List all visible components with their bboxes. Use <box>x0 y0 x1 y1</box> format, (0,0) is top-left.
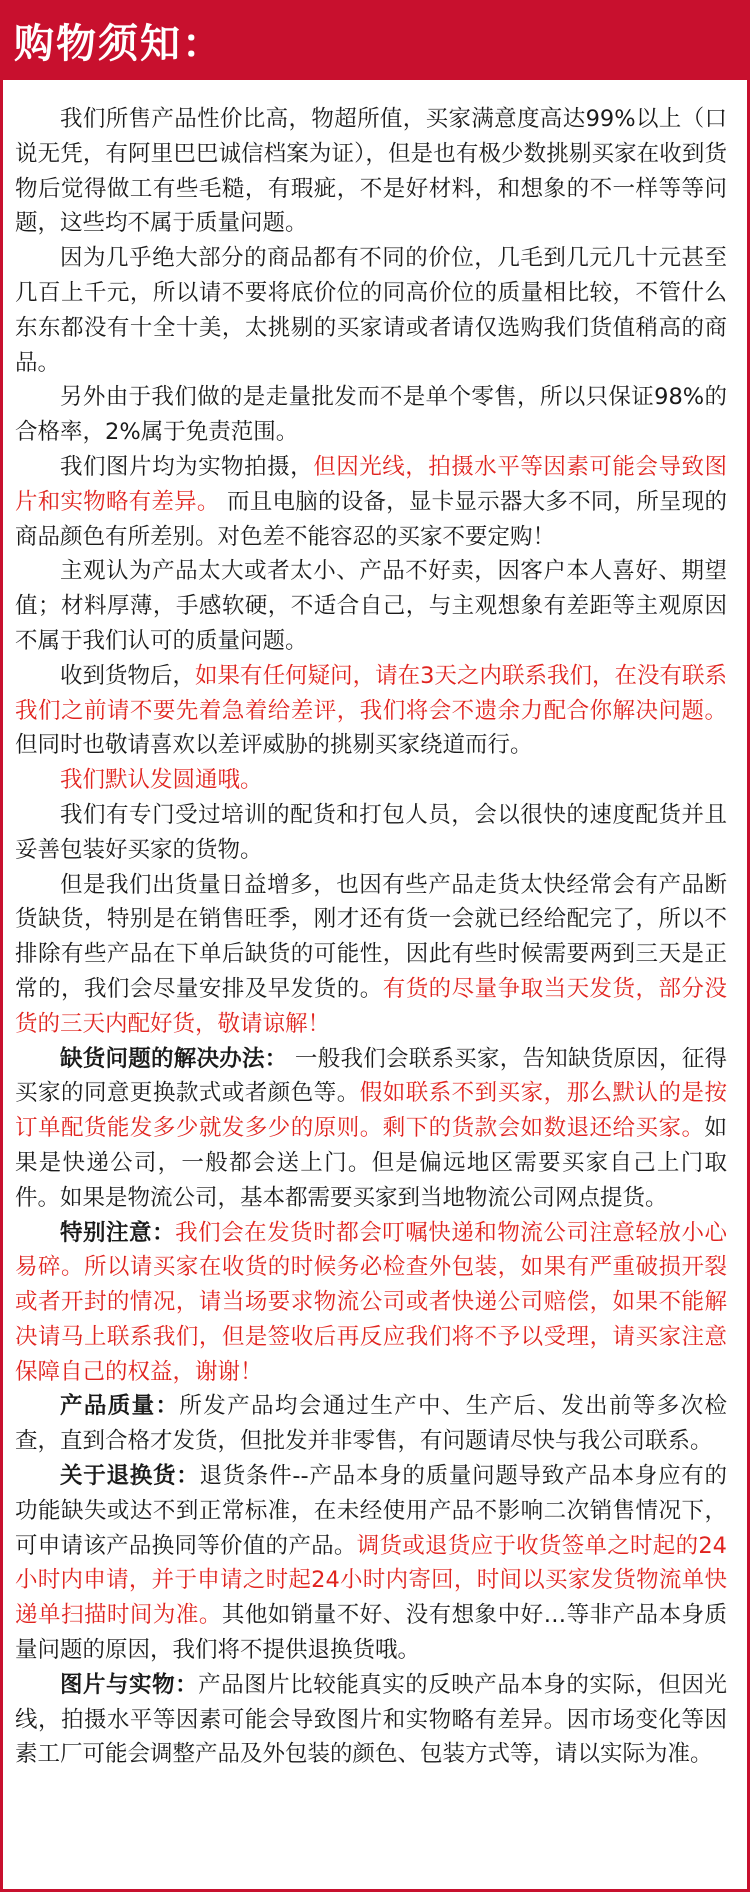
notice-paragraph <box>15 1668 727 1772</box>
notice-paragraph <box>15 102 727 241</box>
page-title: 购物须知： <box>14 20 224 67</box>
section-heading: 关于退换货： <box>60 1463 200 1490</box>
paragraph-text: 产品图片比较能真实的反映产品本身的实际，但因光线，拍摄水平等因素可能会导致图片和实物略有差异。因市场变化等因素工厂可能会调整产品及外包装的颜色、包装方式等，请以实际为准。 <box>15 1671 727 1768</box>
paragraph-text: 主观认为产品太大或者太小、产品不好卖，因客户本人喜好、期望值；材料厚薄，手感软硬，不适合自己，与主观想象有差距等主观原因不属于我们认可的质量问题。 <box>15 558 727 654</box>
section-heading: 图片与实物： <box>60 1671 199 1698</box>
section-heading: 特别注意： <box>60 1219 176 1246</box>
notice-paragraph <box>15 450 727 554</box>
notice-paragraph <box>15 241 727 380</box>
paragraph-text: 但同时也敬请喜欢以差评威胁的挑剔买家绕道而行。 <box>15 732 533 759</box>
notice-content <box>15 102 727 1772</box>
notice-paragraph <box>15 1459 727 1668</box>
paragraph-text: 如果是快递公司，一般都会送上门。但是偏远地区需要买家自己上门取件。如果是物流公司，基本都需要买家到当地物流公司网点提货。 <box>15 1115 727 1211</box>
highlighted-text: 假如联系不到买家，那么默认的是按订单配货能发多少就发多少的原则。剩下的货款会如数退还给买家。 <box>15 1080 727 1142</box>
paragraph-text: 我们所售产品性价比高，物超所值，买家满意度高达99%以上（口说无凭，有阿里巴巴诚信档案为证），但是也有极少数挑剔买家在收到货物后觉得做工有些毛糙，有瑕疵，不是好材料，和想象的不一样等等问题，这些均不属于质量问题。 <box>15 106 727 237</box>
notice-paragraph <box>15 798 727 868</box>
paragraph-text: 但是我们出货量日益增多，也因有些产品走货太快经常会有产品断货缺货，特别是在销售旺季，刚才还有货一会就已经给配完了，所以不排除有些产品在下单后缺货的可能性，因此有些时候需要两到三天是正常的，我们会尽量安排及早发货的。 <box>15 871 727 1002</box>
notice-paragraph <box>15 868 727 1042</box>
highlighted-text: 如果有任何疑问，请在3天之内联系我们，在没有联系我们之前请不要先着急着给差评，我们将会不遗余力配合你解决问题。 <box>15 662 727 724</box>
highlighted-text: 但因光线，拍摄水平等因素可能会导致图片和实物略有差异。 <box>15 453 727 515</box>
paragraph-text: 我们图片均为实物拍摄， <box>60 453 314 480</box>
highlighted-text: 调货或退货应于收货签单之时起的24小时内申请，并于申请之时起24小时内寄回，时间以买家发货物流单快递单扫描时间为准。 <box>15 1532 727 1629</box>
paragraph-text: 所发产品均会通过生产中、生产后、发出前等多次检查，直到合格才发货，但批发并非零售，有问题请尽快与我公司联系。 <box>15 1393 727 1455</box>
notice-paragraph <box>15 554 727 658</box>
highlighted-text: 我们会在发货时都会叮嘱快递和物流公司注意轻放小心易碎。所以请买家在收货的时候务必检查外包装，如果有严重破损开裂或者开封的情况，请当场要求物流公司或者快递公司赔偿，如果不能解决请马上联系我们，但是签收后再反应我们将不予以受理，请买家注意保障自己的权益，谢谢！ <box>15 1219 727 1385</box>
section-heading: 缺货问题的解决办法： <box>60 1045 288 1072</box>
paragraph-text: 一般我们会联系买家，告知缺货原因，征得买家的同意更换款式或者颜色等。 <box>15 1045 727 1107</box>
highlighted-text: 我们默认发圆通哦。 <box>60 767 263 794</box>
paragraph-text: 而且电脑的设备，显卡显示器大多不同，所呈现的商品颜色有所差别。对色差不能容忍的买家不要定购！ <box>15 488 727 550</box>
notice-paragraph <box>15 763 727 798</box>
paragraph-text: 我们有专门受过培训的配货和打包人员，会以很快的速度配货并且妥善包装好买家的货物。 <box>15 801 727 863</box>
notice-paragraph <box>15 659 727 763</box>
highlighted-text: 有货的尽量争取当天发货，部分没货的三天内配好货，敬请谅解！ <box>15 975 727 1037</box>
paragraph-text: 其他如销量不好、没有想象中好…等非产品本身质量问题的原因，我们将不提供退换货哦。 <box>15 1602 727 1664</box>
paragraph-text: 另外由于我们做的是走量批发而不是单个零售，所以只保证98%的合格率，2%属于免责范围。 <box>15 384 727 446</box>
paragraph-text: 因为几乎绝大部分的商品都有不同的价位，几毛到几元几十元甚至几百上千元，所以请不要将底价位的同高价位的质量相比较，不管什么东东都没有十全十美，太挑剔的买家请或者请仅选购我们货值稍高的商品。 <box>15 245 727 376</box>
notice-paragraph <box>15 1389 727 1459</box>
notice-paragraph <box>15 1042 727 1216</box>
paragraph-text: 退货条件--产品本身的质量问题导致产品本身应有的功能缺失或达不到正常标准，在未经使用产品不影响二次销售情况下，可申请该产品换同等价值的产品。 <box>15 1463 727 1559</box>
notice-header <box>0 0 750 80</box>
notice-paragraph <box>15 380 727 450</box>
notice-paragraph <box>15 1216 727 1390</box>
section-heading: 产品质量： <box>60 1393 180 1420</box>
notice-box <box>0 80 750 1892</box>
paragraph-text: 收到货物后， <box>60 662 196 689</box>
